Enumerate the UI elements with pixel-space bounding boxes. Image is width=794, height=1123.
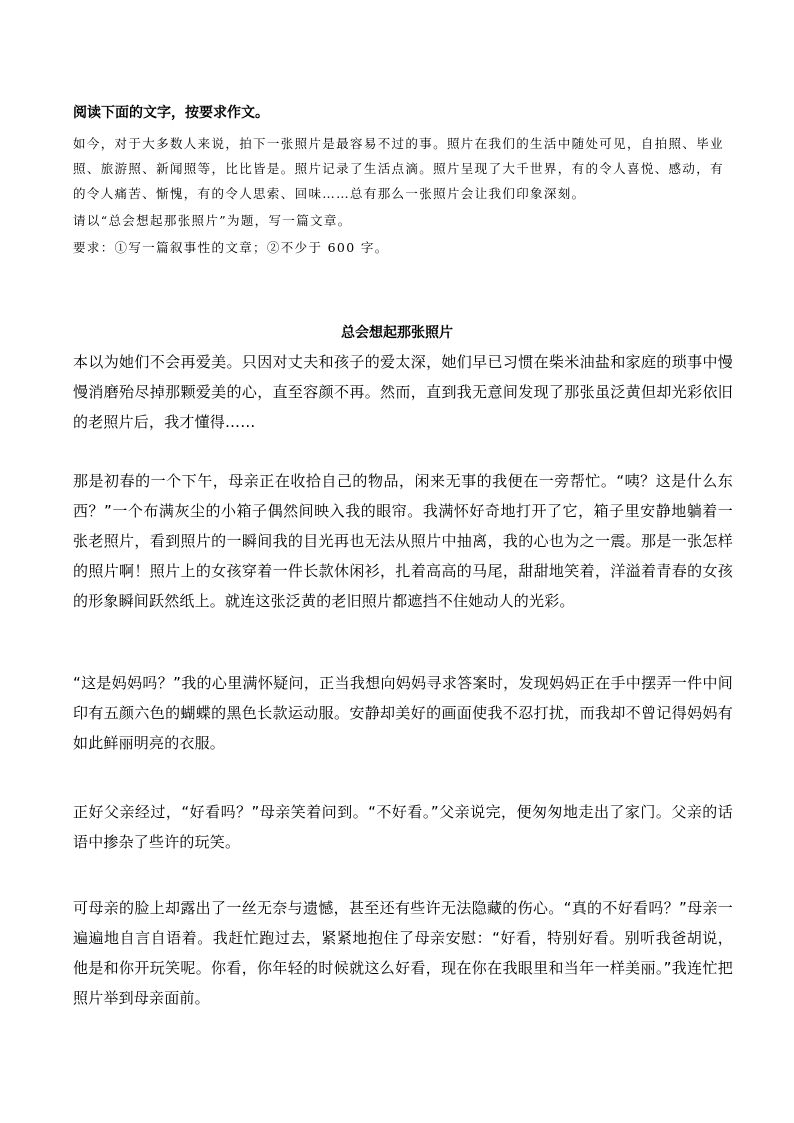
- essay-paragraph: 可母亲的脸上却露出了一丝无奈与遗憾，甚至还有些许无法隐藏的伤心。“真的不好看吗？”母亲一遍遍地自言自语着。我赶忙跑过去，紧紧地抱住了母亲安慰：“好看，特别好看。别听我爸胡说，他是和你开玩笑呢。你看，你年轻的时候就这么好看，现在你在我眼里和当年一样美丽。”我连忙把照片举到母亲面前。: [73, 899, 733, 1007]
- prompt-body: 如今，对于大多数人来说，拍下一张照片是最容易不过的事。照片在我们的生活中随处可见，自拍照、毕业照、旅游照、新闻照等，比比皆是。照片记录了生活点滴。照片呈现了大千世界，有的令人喜悦、感动，有的令人痛苦、惭愧，有的令人思索、回味……总有那么一张照片会让我们印象深刻。: [73, 136, 724, 201]
- essay-paragraph: 本以为她们不会再爱美。只因对丈夫和孩子的爱太深，她们早已习惯在柴米油盐和家庭的琐事中慢慢消磨殆尽掉那颗爱美的心，直至容颜不再。然而，直到我无意间发现了那张虽泛黄但却光彩依旧的老照片后，我才懂得……: [73, 353, 733, 431]
- essay-title: 总会想起那张照片: [341, 325, 453, 341]
- essay-paragraph: “这是妈妈吗？”我的心里满怀疑问，正当我想向妈妈寻求答案时，发现妈妈正在手中摆弄一件中间印有五颜六色的蝴蝶的黑色长款运动服。安静却美好的画面使我不忍打扰，而我却不曾记得妈妈有如此鲜丽明亮的衣服。: [73, 674, 733, 752]
- prompt-instruction: 请以“总会想起那张照片”为题，写一篇文章。: [73, 213, 352, 228]
- essay-paragraph: 那是初春的一个下午，母亲正在收拾自己的物品，闲来无事的我便在一旁帮忙。“咦？这是什么东西？”一个布满灰尘的小箱子偶然间映入我的眼帘。我满怀好奇地打开了它，箱子里安静地躺着一张老照片，看到照片的一瞬间我的目光再也无法从照片中抽离，我的心也为之一震。那是一张怎样的照片啊！照片上的女孩穿着一件长款休闲衫，扎着高高的马尾，甜甜地笑着，洋溢着青春的女孩的形象瞬间跃然纸上。就连这张泛黄的老旧照片都遮挡不住她动人的光彩。: [73, 472, 733, 610]
- prompt-heading: 阅读下面的文字，按要求作文。: [73, 105, 269, 121]
- prompt-requirements: 要求：①写一篇叙事性的文章；②不少于 600 字。: [73, 240, 389, 255]
- prompt-block: [73, 131, 733, 260]
- essay-paragraph: 正好父亲经过，“好看吗？”母亲笑着问到。“不好看。”父亲说完，便匆匆地走出了家门。父亲的话语中掺杂了些许的玩笑。: [73, 803, 733, 851]
